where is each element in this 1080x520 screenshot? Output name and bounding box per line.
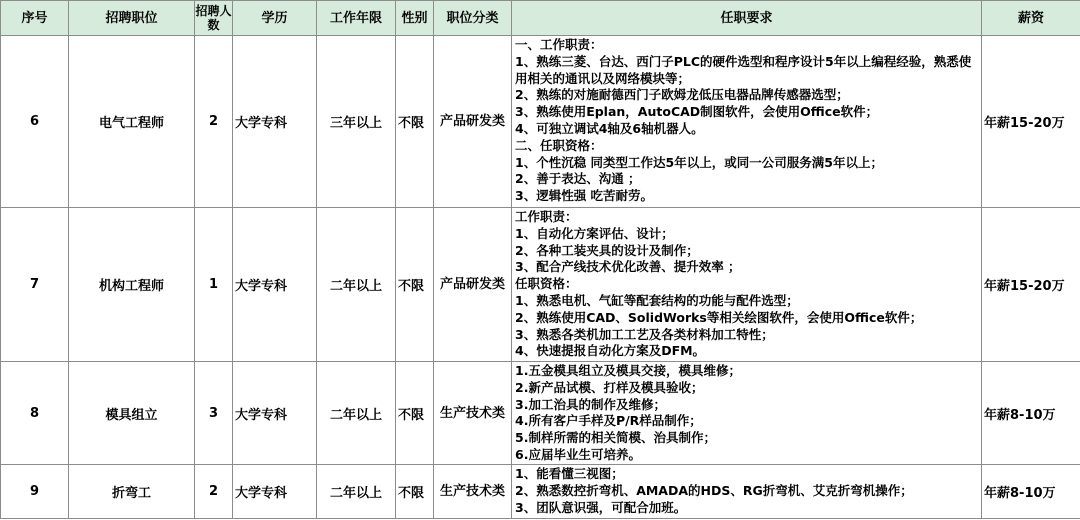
requirement-line: 2、熟练的对施耐德西门子欧姆龙低压电器品牌传感器选型； <box>515 87 849 103</box>
cell-salary[interactable]: 年薪15-20万 <box>982 208 1080 362</box>
requirement-line: 一、工作职责： <box>515 37 603 52</box>
requirement-line: 3.加工治具的制作及维修； <box>515 396 666 412</box>
header-education[interactable]: 学历 <box>233 1 317 36</box>
cell-experience[interactable]: 二年以上 <box>317 465 396 519</box>
requirement-line: 2.新产品试模、打样及模具验收； <box>515 379 704 395</box>
cell-index[interactable]: 6 <box>1 36 69 208</box>
cell-headcount[interactable]: 3 <box>195 362 233 465</box>
requirement-line: 6.应届毕业生可培养。 <box>515 446 641 462</box>
requirement-line: 4.所有客户手样及P/R样品制作； <box>515 413 702 429</box>
requirement-line: 工作职责： <box>515 209 578 224</box>
requirement-line: 4、可独立调试4轴及6轴机器人。 <box>515 120 704 136</box>
cell-position[interactable]: 模具组立 <box>69 362 195 465</box>
requirement-line: 3、配合产线技术优化改善、提升效率 ； <box>515 259 741 275</box>
cell-experience[interactable]: 二年以上 <box>317 362 396 465</box>
cell-education[interactable]: 大学专科 <box>233 36 317 208</box>
requirement-line: 1、自动化方案评估、设计； <box>515 225 674 241</box>
requirement-line: 3、团队意识强，可配合加班。 <box>515 499 687 515</box>
requirement-line: 5.制样所需的相关简模、治具制作； <box>515 430 716 446</box>
requirement-line: 2、熟悉数控折弯机、AMADA的HDS、RG折弯机、艾克折弯机操作； <box>515 482 913 498</box>
requirement-line: 3、熟悉各类机加工工艺及各类材料加工特性； <box>515 326 774 342</box>
requirement-line: 1、熟悉电机、气缸等配套结构的功能与配件选型； <box>515 292 799 308</box>
cell-category[interactable]: 产品研发类 <box>434 36 512 208</box>
requirement-line: 4、快速提报自动化方案及DFM。 <box>515 343 706 359</box>
requirement-line: 二、任职资格： <box>515 137 603 153</box>
table-row <box>1 362 1080 465</box>
requirement-line: 3、逻辑性强 吃苦耐劳。 <box>515 188 654 204</box>
header-experience[interactable]: 工作年限 <box>317 1 396 36</box>
requirement-line: 1.五金模具组立及模具交接，模具维修； <box>515 363 741 378</box>
cell-category[interactable]: 生产技术类 <box>434 362 512 465</box>
cell-requirements[interactable] <box>512 362 982 465</box>
header-salary[interactable]: 薪资 <box>982 1 1080 36</box>
table-row <box>1 208 1080 362</box>
table-row <box>1 36 1080 208</box>
cell-index[interactable]: 7 <box>1 208 69 362</box>
cell-experience[interactable]: 二年以上 <box>317 208 396 362</box>
cell-education[interactable]: 大学专科 <box>233 465 317 519</box>
cell-salary[interactable]: 年薪8-10万 <box>982 465 1080 519</box>
cell-category[interactable]: 产品研发类 <box>434 208 512 362</box>
cell-experience[interactable]: 三年以上 <box>317 36 396 208</box>
cell-index[interactable]: 8 <box>1 362 69 465</box>
cell-position[interactable]: 折弯工 <box>69 465 195 519</box>
cell-requirements[interactable] <box>512 36 982 208</box>
header-row <box>1 1 1080 36</box>
requirement-line: 1、能看懂三视图； <box>515 466 624 481</box>
cell-headcount[interactable]: 2 <box>195 36 233 208</box>
header-requirements[interactable]: 任职要求 <box>512 1 982 36</box>
cell-position[interactable]: 机构工程师 <box>69 208 195 362</box>
cell-gender[interactable]: 不限 <box>396 465 434 519</box>
requirement-line: 2、善于表达、沟通 ； <box>515 171 641 187</box>
header-gender[interactable]: 性别 <box>396 1 434 36</box>
requirement-line: 1、个性沉稳 同类型工作达5年以上，或同一公司服务满5年以上； <box>515 154 883 170</box>
cell-education[interactable]: 大学专科 <box>233 362 317 465</box>
requirement-line: 2、各种工装夹具的设计及制作； <box>515 242 699 258</box>
cell-gender[interactable]: 不限 <box>396 36 434 208</box>
table-row <box>1 465 1080 519</box>
cell-salary[interactable]: 年薪8-10万 <box>982 362 1080 465</box>
header-index[interactable]: 序号 <box>1 1 69 36</box>
cell-index[interactable]: 9 <box>1 465 69 519</box>
header-category[interactable]: 职位分类 <box>434 1 512 36</box>
cell-category[interactable]: 生产技术类 <box>434 465 512 519</box>
cell-salary[interactable]: 年薪15-20万 <box>982 36 1080 208</box>
cell-requirements[interactable] <box>512 465 982 519</box>
cell-headcount[interactable]: 2 <box>195 465 233 519</box>
cell-position[interactable]: 电气工程师 <box>69 36 195 208</box>
cell-gender[interactable]: 不限 <box>396 362 434 465</box>
requirement-line: 1、熟练三菱、台达、西门子PLC的硬件选型和程序设计5年以上编程经验，熟悉使用相关的通讯以及网络模块等； <box>515 53 972 86</box>
cell-requirements[interactable] <box>512 208 982 362</box>
requirement-line: 3、熟练使用Eplan，AutoCAD制图软件，会使用Office软件； <box>515 104 879 120</box>
header-position[interactable]: 招聘职位 <box>69 1 195 36</box>
requirement-line: 2、熟练使用CAD、SolidWorks等相关绘图软件，会使用Office软件； <box>515 309 923 325</box>
header-headcount[interactable]: 招聘人数 <box>195 1 233 36</box>
cell-gender[interactable]: 不限 <box>396 208 434 362</box>
cell-education[interactable]: 大学专科 <box>233 208 317 362</box>
requirement-line: 任职资格： <box>515 276 578 292</box>
cell-headcount[interactable]: 1 <box>195 208 233 362</box>
